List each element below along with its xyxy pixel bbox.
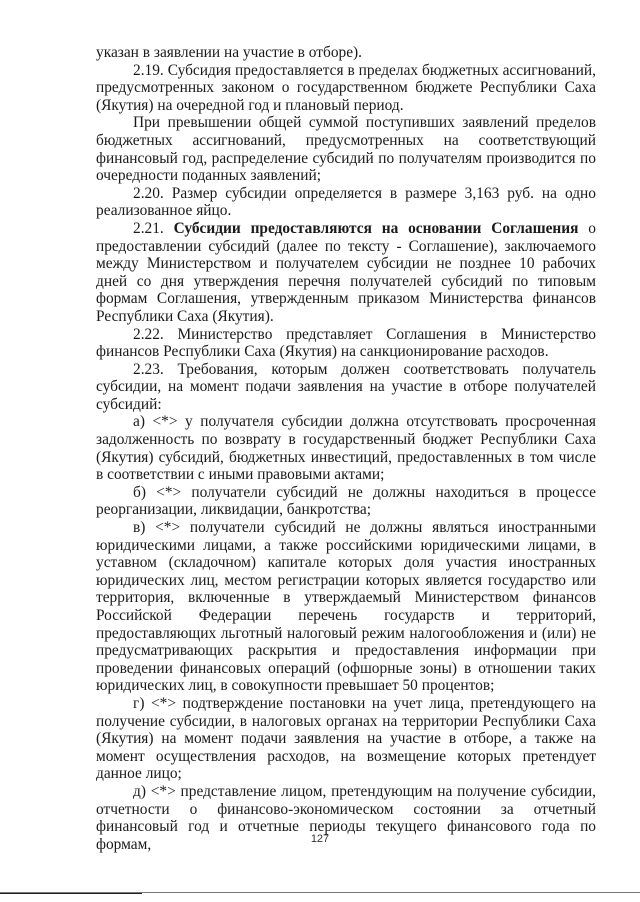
paragraph-2-22: 2.22. Министерство представляет Соглашения в Министерство финансов Республики Саха (Якутия) на санкционирование расходов.	[96, 325, 596, 361]
paragraph-continuation: указан в заявлении на участие в отборе).	[96, 44, 363, 61]
document-body	[96, 44, 596, 853]
paragraph-2-21	[96, 220, 596, 326]
paragraph-2-21-text: о предоставлении субсидий (далее по тексту - Соглашение), заключаемого между Министерством и получателем субсидии не позднее 10 рабочих дней со дня утверждения перечня получателей субсидий по типовым формам Соглашения, утвержденным приказом Министерства финансов Республики Саха (Якутия).	[96, 219, 596, 325]
paragraph-2-19: 2.19. Субсидия предоставляется в пределах бюджетных ассигнований, предусмотренных законом о государственном бюджете Республики Саха (Якутия) на очередной год и плановый период.	[96, 61, 596, 114]
paragraph-item-d: д) <*> представление лицом, претендующим на получение субсидии, отчетности о финансово-экономическом состоянии за отчетный финансовый год и отчетные периоды текущего финансового года по формам,	[96, 782, 596, 853]
paragraph-item-g: г) <*> подтверждение постановки на учет лица, претендующего на получение субсидии, в налоговых органах на территории Республики Саха (Якутия) на момент подачи заявления на участие в отборе, а также на момент осуществления расходов, на возмещение которых претендует данное лицо;	[96, 694, 596, 783]
paragraph-budget-excess: При превышении общей суммой поступивших заявлений пределов бюджетных ассигнований, предусмотренных на соответствующий финансовый год, распределение субсидий по получателям производится по очередности поданных заявлений;	[96, 114, 596, 185]
paragraph-2-23: 2.23. Требования, которым должен соответствовать получатель субсидии, на момент подачи заявления на участие в отборе получателей субсидий:	[96, 360, 596, 413]
paragraph-item-v: в) <*> получатели субсидий не должны являться иностранными юридическими лицами, а также российскими юридическими лицами, в уставном (складочном) капитале которых доля участия иностранных юридических лиц, местом регистрации которых является государство или территория, включенные в утверждаемый Министерством финансов Российской Федерации перечень государств и территорий, предоставляющих льготный налоговый режим налогообложения и (или) не предусматривающих раскрытия и предоставления информации при проведении финансовых операций (офшорные зоны) в отношении таких юридических лиц, в совокупности превышает 50 процентов;	[96, 519, 596, 695]
paragraph-item-b: б) <*> получатели субсидий не должны находиться в процессе реорганизации, ликвидации, банкротства;	[96, 483, 596, 519]
paragraph-2-21-number: 2.21.	[133, 219, 174, 237]
paragraph-2-21-bold-heading: Субсидии предоставляются на основании Соглашения	[173, 219, 579, 237]
page-number: 127	[310, 833, 330, 845]
paragraph-2-20: 2.20. Размер субсидии определяется в размере 3,163 руб. на одно реализованное яйцо.	[96, 184, 596, 220]
bottom-edge-mark	[0, 893, 142, 894]
paragraph-item-a: а) <*> у получателя субсидии должна отсутствовать просроченная задолженность по возврату в государственный бюджет Республики Саха (Якутия) субсидий, бюджетных инвестиций, предоставленных в том числе в соответствии с иными правовыми актами;	[96, 413, 596, 484]
